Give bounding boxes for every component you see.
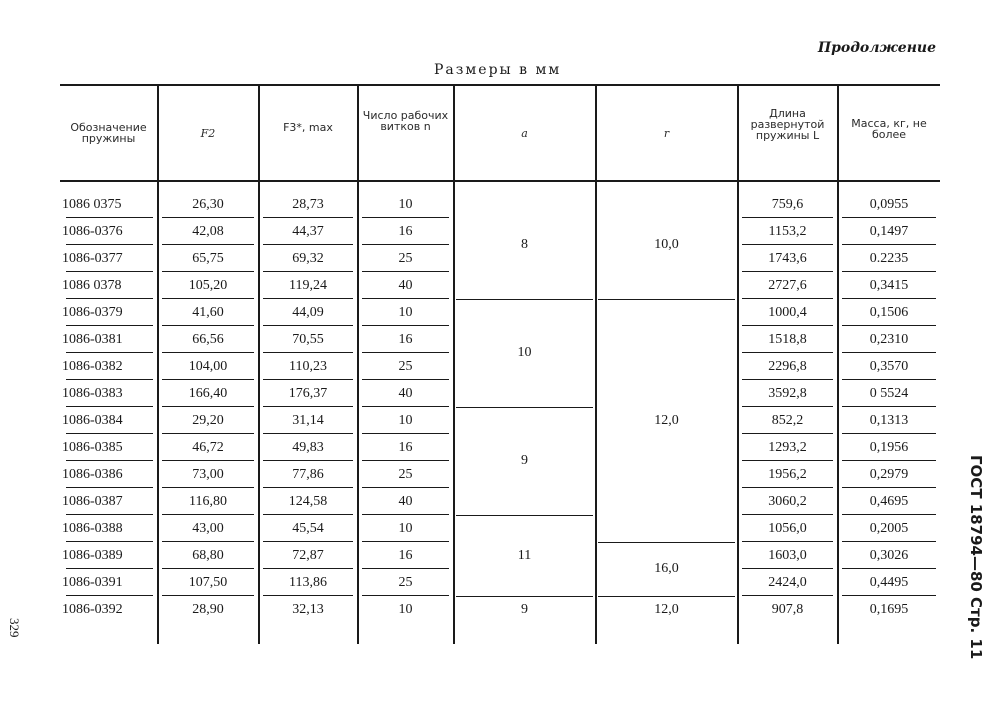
cell-n: 10 [398, 305, 413, 320]
cell-designation: 1086-0382 [62, 359, 123, 374]
row-rule [66, 379, 153, 380]
row-rule [162, 352, 254, 353]
cell-designation: 1086 0378 [62, 278, 122, 293]
cell-n: 10 [398, 197, 413, 212]
row-rule [742, 352, 833, 353]
cell-length: 2296,8 [768, 359, 807, 374]
cell-f3: 49,83 [292, 440, 324, 455]
cell-f3: 70,55 [292, 332, 324, 347]
row-rule [162, 487, 254, 488]
group-rule [456, 596, 593, 597]
cell-a: 9 [521, 601, 528, 617]
row-rule [362, 595, 449, 596]
row-rule [842, 433, 936, 434]
cell-designation: 1086-0381 [62, 332, 123, 347]
row-rule [263, 379, 353, 380]
row-rule [742, 325, 833, 326]
cell-f2: 105,20 [188, 278, 228, 293]
cell-f3: 28,73 [292, 197, 324, 212]
cell-designation: 1086-0377 [62, 251, 123, 266]
cell-length: 3060,2 [768, 494, 807, 509]
cell-designation: 1086-0387 [62, 494, 123, 509]
cell-r: 16,0 [654, 561, 679, 576]
cell-f2: 42,08 [192, 224, 224, 239]
row-rule [162, 541, 254, 542]
cell-f2: 66,56 [192, 332, 224, 347]
row-rule [263, 433, 353, 434]
cell-f2: 43,00 [192, 521, 224, 536]
row-rule [263, 514, 353, 515]
cell-f3: 110,23 [289, 359, 327, 374]
row-rule [162, 217, 254, 218]
cell-n: 16 [398, 548, 413, 563]
header-designation: Обозначение пружины [70, 121, 147, 145]
group-rule [456, 515, 593, 516]
row-rule [162, 595, 254, 596]
cell-designation: 1086 0375 [62, 197, 122, 212]
cell-designation: 1086-0391 [62, 575, 123, 590]
cell-f2: 41,60 [192, 305, 224, 320]
row-rule [842, 595, 936, 596]
row-rule [842, 568, 936, 569]
row-rule [362, 217, 449, 218]
group-rule [456, 299, 593, 300]
cell-length: 1743,6 [768, 251, 807, 266]
row-rule [66, 298, 153, 299]
row-rule [162, 460, 254, 461]
row-rule [263, 325, 353, 326]
table-top-rule [60, 84, 940, 86]
cell-f3: 32,13 [292, 602, 324, 617]
header-f3: F3*, max [283, 121, 333, 134]
row-rule [66, 595, 153, 596]
cell-n: 40 [398, 494, 413, 509]
row-rule [362, 460, 449, 461]
cell-length: 2424,0 [768, 575, 807, 590]
row-rule [162, 271, 254, 272]
row-rule [842, 352, 936, 353]
cell-mass: 0,0955 [869, 197, 909, 212]
row-rule [263, 244, 353, 245]
cell-length: 1000,4 [768, 305, 807, 320]
cell-f2: 46,72 [192, 440, 224, 455]
units-caption: Размеры в мм [434, 62, 562, 78]
cell-length: 759,6 [771, 197, 804, 212]
cell-length: 907,8 [771, 602, 804, 617]
row-rule [742, 379, 833, 380]
cell-mass: 0,3415 [869, 278, 909, 293]
row-rule [263, 217, 353, 218]
cell-length: 1153,2 [768, 224, 807, 239]
row-rule [842, 487, 936, 488]
cell-f2: 65,75 [192, 251, 224, 266]
row-rule [842, 460, 936, 461]
cell-n: 40 [398, 386, 413, 401]
cell-length: 1518,8 [768, 332, 807, 347]
cell-designation: 1086-0388 [62, 521, 123, 536]
cell-n: 16 [398, 440, 413, 455]
row-rule [263, 406, 353, 407]
cell-f2: 28,90 [192, 602, 224, 617]
cell-mass: 0,4695 [869, 494, 909, 509]
cell-r: 10,0 [654, 237, 679, 252]
cell-n: 16 [398, 332, 413, 347]
row-rule [66, 514, 153, 515]
continuation-label: Продолжение [817, 40, 936, 56]
cell-n: 25 [398, 575, 413, 590]
row-rule [742, 271, 833, 272]
row-rule [66, 406, 153, 407]
cell-designation: 1086-0385 [62, 440, 123, 455]
cell-designation: 1086-0389 [62, 548, 123, 563]
row-rule [162, 433, 254, 434]
cell-mass: 0,1956 [869, 440, 909, 455]
cell-n: 40 [398, 278, 413, 293]
row-rule [842, 541, 936, 542]
row-rule [842, 379, 936, 380]
cell-n: 10 [398, 521, 413, 536]
cell-mass: 0,2979 [869, 467, 909, 482]
row-rule [742, 568, 833, 569]
cell-n: 16 [398, 224, 413, 239]
header-r-label: r [663, 127, 670, 140]
header-r [596, 128, 737, 139]
header-f2-label: F2 [200, 127, 216, 140]
row-rule [162, 244, 254, 245]
row-rule [263, 568, 353, 569]
cell-designation: 1086-0392 [62, 602, 123, 617]
cell-f3: 44,09 [292, 305, 324, 320]
row-rule [66, 541, 153, 542]
header-turns: Число рабочих витков n [362, 109, 449, 133]
row-rule [742, 406, 833, 407]
cell-f3: 119,24 [289, 278, 327, 293]
cell-length: 3592,8 [768, 386, 807, 401]
row-rule [66, 487, 153, 488]
cell-n: 10 [398, 602, 413, 617]
cell-f2: 166,40 [188, 386, 228, 401]
row-rule [162, 568, 254, 569]
group-rule [598, 596, 735, 597]
header-f2 [158, 128, 258, 139]
cell-a: 11 [517, 547, 532, 563]
cell-length: 1056,0 [768, 521, 807, 536]
cell-mass: 0,1695 [869, 602, 909, 617]
cell-designation: 1086-0376 [62, 224, 123, 239]
cell-f2: 73,00 [192, 467, 224, 482]
row-rule [263, 298, 353, 299]
cell-mass: 0.2235 [869, 251, 909, 266]
row-rule [263, 352, 353, 353]
cell-a: 9 [521, 453, 528, 468]
cell-mass: 0,3026 [869, 548, 909, 563]
group-rule [456, 407, 593, 408]
cell-n: 25 [398, 251, 413, 266]
row-rule [362, 514, 449, 515]
row-rule [742, 541, 833, 542]
cell-f3: 124,58 [288, 494, 328, 509]
page-number: 329 [7, 618, 22, 638]
row-rule [162, 406, 254, 407]
cell-mass: 0,4495 [869, 575, 909, 590]
cell-r: 12,0 [654, 412, 679, 428]
row-rule [842, 514, 936, 515]
row-rule [263, 487, 353, 488]
header-a-label: a [521, 127, 528, 140]
cell-a: 10 [517, 345, 532, 360]
header-mass: Масса, кг, не более [851, 117, 927, 141]
row-rule [742, 595, 833, 596]
group-rule [598, 299, 735, 300]
row-rule [362, 487, 449, 488]
row-rule [842, 217, 936, 218]
cell-f3: 69,32 [292, 251, 324, 266]
row-rule [362, 406, 449, 407]
header-bottom-rule [60, 180, 940, 182]
cell-f2: 26,30 [192, 197, 224, 212]
cell-designation: 1086-0383 [62, 386, 123, 401]
cell-f3: 77,86 [292, 467, 324, 482]
cell-f2: 68,80 [192, 548, 224, 563]
header-a [454, 128, 595, 139]
springs-table [60, 84, 940, 644]
row-rule [66, 460, 153, 461]
cell-mass: 0,2310 [869, 332, 909, 347]
cell-length: 1603,0 [768, 548, 807, 563]
row-rule [66, 433, 153, 434]
row-rule [362, 244, 449, 245]
cell-n: 10 [398, 413, 413, 428]
row-rule [742, 514, 833, 515]
row-rule [362, 433, 449, 434]
cell-f3: 44,37 [292, 224, 324, 239]
row-rule [66, 271, 153, 272]
cell-mass: 0,1497 [869, 224, 909, 239]
row-rule [842, 406, 936, 407]
row-rule [362, 352, 449, 353]
cell-length: 852,2 [771, 413, 804, 428]
row-rule [362, 541, 449, 542]
cell-f3: 113,86 [289, 575, 327, 590]
cell-n: 25 [398, 359, 413, 374]
row-rule [362, 298, 449, 299]
row-rule [66, 352, 153, 353]
row-rule [362, 379, 449, 380]
row-rule [263, 595, 353, 596]
cell-f3: 31,14 [292, 413, 324, 428]
row-rule [842, 325, 936, 326]
row-rule [263, 271, 353, 272]
header-length: Длина развернутой пружины L [750, 107, 825, 142]
row-rule [162, 379, 254, 380]
cell-f2: 107,50 [188, 575, 228, 590]
row-rule [66, 568, 153, 569]
row-rule [162, 298, 254, 299]
cell-mass: 0,1506 [869, 305, 909, 320]
row-rule [742, 433, 833, 434]
cell-r: 12,0 [654, 601, 679, 617]
row-rule [742, 487, 833, 488]
cell-mass: 0,2005 [869, 521, 909, 536]
row-rule [742, 298, 833, 299]
standard-title: ГОСТ 18794—80 Стр. 11 [967, 455, 985, 660]
row-rule [263, 460, 353, 461]
cell-designation: 1086-0379 [62, 305, 123, 320]
row-rule [362, 568, 449, 569]
row-rule [842, 271, 936, 272]
cell-length: 2727,6 [768, 278, 807, 293]
row-rule [162, 514, 254, 515]
cell-length: 1293,2 [768, 440, 807, 455]
group-rule [598, 542, 735, 543]
cell-f2: 104,00 [188, 359, 228, 374]
cell-f3: 45,54 [292, 521, 324, 536]
cell-designation: 1086-0384 [62, 413, 123, 428]
cell-mass: 0,3570 [869, 359, 909, 374]
row-rule [66, 325, 153, 326]
row-rule [742, 460, 833, 461]
row-rule [362, 325, 449, 326]
cell-f2: 29,20 [192, 413, 224, 428]
row-rule [263, 541, 353, 542]
row-rule [162, 325, 254, 326]
cell-f3: 176,37 [288, 386, 328, 401]
row-rule [742, 244, 833, 245]
row-rule [66, 217, 153, 218]
row-rule [362, 271, 449, 272]
row-rule [66, 244, 153, 245]
cell-length: 1956,2 [768, 467, 807, 482]
row-rule [842, 244, 936, 245]
cell-a: 8 [521, 237, 528, 252]
cell-mass: 0 5524 [869, 386, 909, 401]
row-rule [842, 298, 936, 299]
cell-mass: 0,1313 [869, 413, 909, 428]
cell-n: 25 [398, 467, 413, 482]
cell-f3: 72,87 [292, 548, 324, 563]
cell-f2: 116,80 [189, 494, 227, 509]
cell-designation: 1086-0386 [62, 467, 123, 482]
row-rule [742, 217, 833, 218]
